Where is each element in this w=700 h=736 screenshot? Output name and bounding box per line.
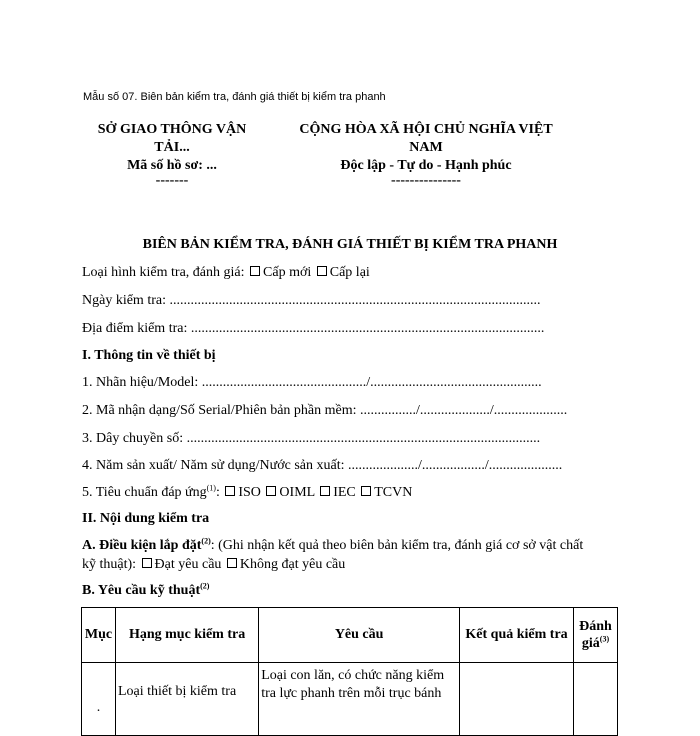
evaluation-footnote: (3) xyxy=(599,634,610,644)
item-3-line-number: 3. Dây chuyền số: ..................................................................................................... xyxy=(82,431,541,446)
standard-label: 5. Tiêu chuẩn đáp ứng xyxy=(82,485,207,500)
section-a-line-1 xyxy=(82,537,583,555)
checkbox-fail[interactable] xyxy=(227,558,237,568)
checkbox-iso[interactable] xyxy=(225,486,235,496)
motto-rule: --------------- xyxy=(391,173,461,188)
option-renew-label: Cấp lại xyxy=(329,265,370,280)
section-1-heading: I. Thông tin về thiết bị xyxy=(82,348,216,363)
evaluation-label-2: giá xyxy=(581,636,600,651)
item-4-year: 4. Năm sản xuất/ Năm sử dụng/Nước sản xuất: ..................../................../..................... xyxy=(82,458,563,473)
option-new-label: Cấp mới xyxy=(263,265,312,280)
requirement-line-2: tra lực phanh trên mỗi trục bánh xyxy=(261,686,442,701)
issuing-authority xyxy=(82,121,262,187)
section-b-label: B. Yêu cầu kỹ thuật xyxy=(82,583,201,598)
col-header-item: Mục xyxy=(82,608,116,663)
section-b-heading xyxy=(82,582,209,600)
pass-label: Đạt yêu cầu xyxy=(154,557,222,572)
checkbox-renew[interactable] xyxy=(317,266,327,276)
technical-requirements-table xyxy=(81,607,618,736)
fail-label: Không đạt yêu cầu xyxy=(239,557,346,572)
motto-line-1: CỘNG HÒA XÃ HỘI CHỦ NGHĨA VIỆT xyxy=(299,122,553,137)
checkbox-tcvn[interactable] xyxy=(361,486,371,496)
row-result[interactable] xyxy=(460,663,574,736)
item-2-serial: 2. Mã nhận dạng/Số Serial/Phiên bản phần mềm: ................/..................../..................... xyxy=(82,403,568,418)
col-header-result: Kết quả kiểm tra xyxy=(460,608,574,663)
authority-rule: ------- xyxy=(155,173,189,188)
iec-label: IEC xyxy=(333,485,356,500)
col-header-evaluation xyxy=(574,608,618,663)
dossier-code: Mã số hồ sơ: ... xyxy=(127,158,217,173)
section-a-line-2 xyxy=(82,556,345,574)
item-5-standard xyxy=(82,484,412,502)
tcvn-label: TCVN xyxy=(374,485,413,500)
checkbox-new[interactable] xyxy=(250,266,260,276)
oiml-label: OIML xyxy=(279,485,315,500)
col-header-category: Hạng mục kiểm tra xyxy=(115,608,258,663)
iso-label: ISO xyxy=(238,485,261,500)
row-evaluation[interactable] xyxy=(574,663,618,736)
national-motto xyxy=(272,121,580,187)
row-number: . xyxy=(82,663,116,736)
section-a-footnote: (2) xyxy=(201,536,211,546)
standard-footnote: (1) xyxy=(206,483,216,493)
inspection-date-line: Ngày kiểm tra: .......................................................................................................... xyxy=(82,293,541,308)
standard-colon: : xyxy=(215,485,220,500)
requirement-line-1: Loại con lăn, có chức năng kiểm xyxy=(261,668,445,683)
form-code: Mẫu số 07. Biên bản kiểm tra, đánh giá thiết bị kiểm tra phanh xyxy=(83,91,386,103)
col-header-requirement: Yêu cầu xyxy=(259,608,460,663)
inspection-type-label: Loại hình kiểm tra, đánh giá: xyxy=(82,265,245,280)
checkbox-oiml[interactable] xyxy=(266,486,276,496)
section-b-footnote: (2) xyxy=(200,581,210,591)
checkbox-iec[interactable] xyxy=(320,486,330,496)
inspection-type-line xyxy=(82,264,370,282)
checkbox-pass[interactable] xyxy=(142,558,152,568)
evaluation-label-1: Đánh xyxy=(579,619,612,634)
section-a-label: A. Điều kiện lắp đặt xyxy=(82,538,202,553)
authority-line-1: SỞ GIAO THÔNG VẬN xyxy=(97,122,247,137)
authority-line-2: TẢI... xyxy=(154,140,190,155)
motto-line-3: Độc lập - Tự do - Hạnh phúc xyxy=(340,158,512,173)
motto-line-2: NAM xyxy=(409,140,443,155)
document-title: BIÊN BẢN KIỂM TRA, ĐÁNH GIÁ THIẾT BỊ KIỂM TRA PHANH xyxy=(142,237,558,252)
row-requirement xyxy=(259,663,460,736)
inspection-place-line: Địa điểm kiểm tra: ..................................................................................................... xyxy=(82,321,545,336)
table-header-row xyxy=(82,608,618,663)
section-2-heading: II. Nội dung kiểm tra xyxy=(82,511,210,526)
table-row xyxy=(82,663,618,736)
row-category: Loại thiết bị kiểm tra xyxy=(115,663,258,736)
section-a-text: : (Ghi nhận kết quả theo biên bản kiểm tra, đánh giá cơ sở vật chất xyxy=(210,538,584,553)
item-1-model: 1. Nhãn hiệu/Model: .............................................../................................................. xyxy=(82,375,542,390)
section-a-text-2: kỹ thuật): xyxy=(82,557,137,572)
